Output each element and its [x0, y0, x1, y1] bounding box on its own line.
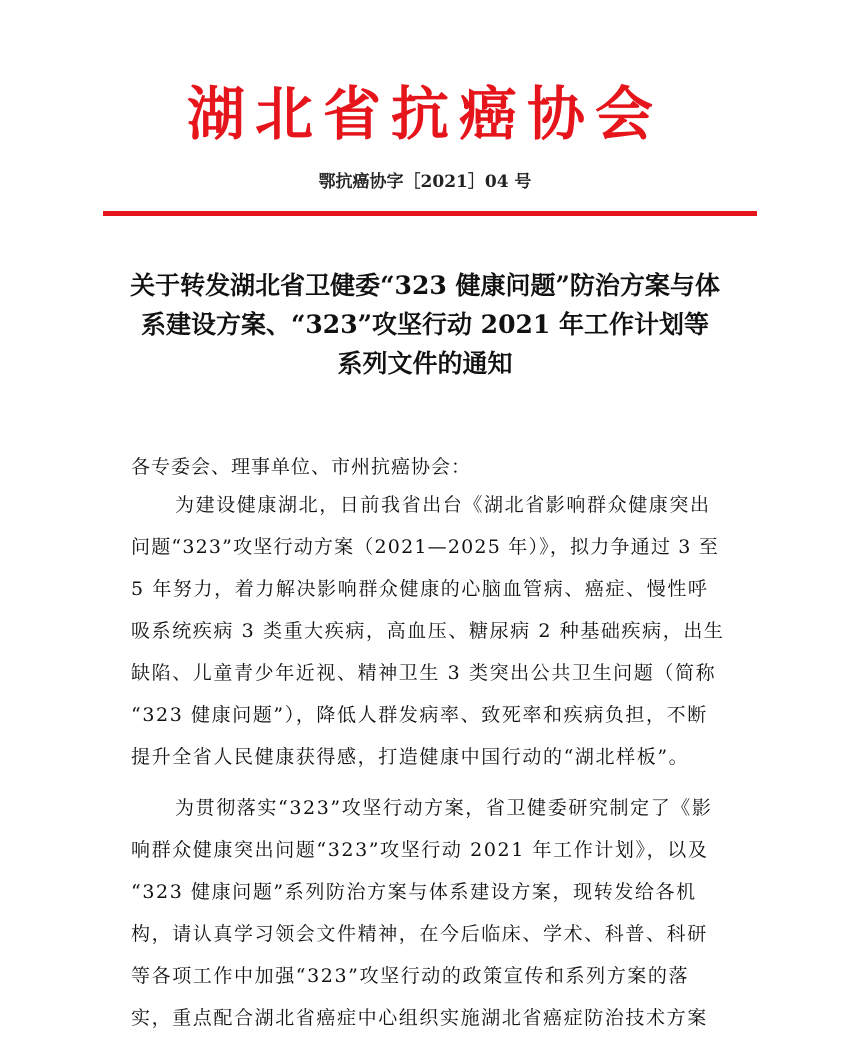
red-divider-rule	[103, 211, 757, 216]
body-line: 构，请认真学习领会文件精神，在今后临床、学术、科普、科研	[131, 923, 708, 945]
body-line: 响群众健康突出问题“323”攻坚行动 2021 年工作计划》，以及	[131, 839, 709, 861]
body-line: 提升全省人民健康获得感，打造健康中国行动的“湖北样板”。	[131, 746, 690, 768]
body-line: 实，重点配合湖北省癌症中心组织实施湖北省癌症防治技术方案	[131, 1007, 708, 1029]
body-line: 5 年努力，着力解决影响群众健康的心脑血管病、癌症、慢性呼	[131, 578, 709, 600]
document-number: 鄂抗癌协字［2021］04 号	[318, 172, 532, 192]
body-line: 为贯彻落实“323”攻坚行动方案，省卫健委研究制定了《影	[175, 797, 713, 819]
salutation: 各专委会、理事单位、市州抗癌协会：	[131, 456, 472, 478]
title-line: 关于转发湖北省卫健委“323 健康问题”防治方案与体	[130, 271, 720, 300]
document-title	[100, 266, 750, 383]
body-line: 缺陷、儿童青少年近视、精神卫生 3 类突出公共卫生问题（简称	[131, 662, 717, 684]
body-line: 为建设健康湖北，日前我省出台《湖北省影响群众健康突出	[175, 494, 711, 516]
body-line: “323 健康问题”系列防治方案与体系建设方案，现转发给各机	[131, 881, 697, 903]
title-line: 系建设方案、“323”攻坚行动 2021 年工作计划等	[141, 310, 709, 339]
body-line: “323 健康问题”），降低人群发病率、致死率和疾病负担，不断	[131, 704, 708, 726]
body-line: 问题“323”攻坚行动方案（2021—2025 年）》，拟力争通过 3 至	[131, 536, 720, 558]
organization-letterhead: 湖北省抗癌协会	[186, 80, 663, 148]
title-line: 系列文件的通知	[337, 349, 513, 378]
body-line: 等各项工作中加强“323”攻坚行动的政策宣传和系列方案的落	[131, 965, 690, 987]
body-line: 吸系统疾病 3 类重大疾病，高血压、糖尿病 2 种基础疾病，出生	[131, 620, 725, 642]
